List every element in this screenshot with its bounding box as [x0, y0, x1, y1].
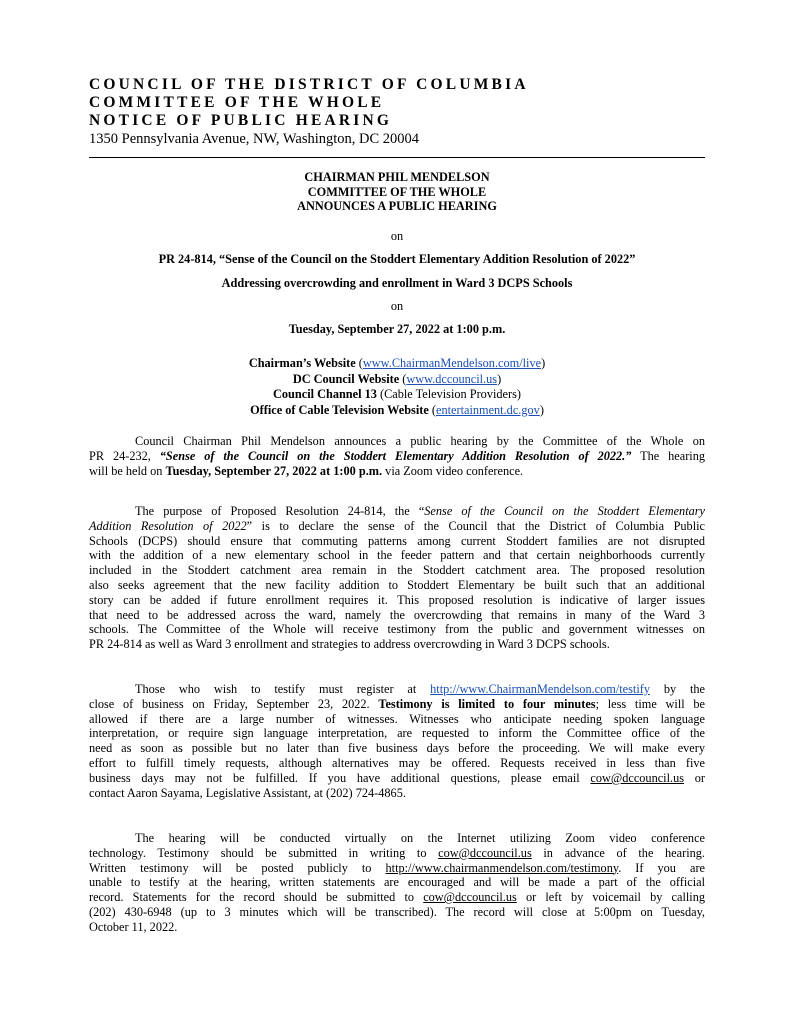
- viewing-channels: [89, 356, 705, 418]
- announcement-heading: [89, 170, 705, 214]
- p4-text: . If you are: [618, 860, 705, 875]
- p3-line: need as soon as possible but no later than five business days before the proceeding. We will make every: [89, 741, 705, 756]
- p3-time-limit: Testimony is limited to four minutes: [378, 696, 596, 711]
- p1-text: via Zoom video conference.: [382, 463, 524, 478]
- chairman-website-label: Chairman’s Website: [248, 356, 356, 370]
- resolution-title: PR 24-814, “Sense of the Council on the Stoddert Elementary Addition Resolution of 2022”: [158, 252, 636, 266]
- p1-text: will be held on: [89, 463, 166, 478]
- paragraph-virtual-hearing: [89, 831, 705, 935]
- p2-line: that need to be addressed across the ward, namely the overcrowding that remains in many of the Ward 3: [89, 607, 705, 622]
- cable-website-line: Office of Cable Television Website (entertainment.dc.gov): [250, 402, 544, 417]
- cow-email-link[interactable]: cow@dccouncil.us: [590, 770, 685, 785]
- testify-registration-link[interactable]: http://www.ChairmanMendelson.com/testify: [430, 682, 650, 696]
- p4-line: [89, 890, 705, 905]
- paragraph-announcement: [89, 434, 705, 478]
- p3-text: ; less time will be: [595, 696, 705, 711]
- council-channel-label: Council Channel 13: [273, 387, 377, 401]
- p2-resolution-name: Addition Resolution of 2022: [89, 518, 247, 533]
- chairman-website-link[interactable]: www.ChairmanMendelson.com/live: [362, 356, 542, 370]
- p3-line: [89, 697, 705, 712]
- p3-line: interpretation, or require sign language interpretation, are requested to inform the Committee office of the: [89, 726, 705, 741]
- p2-text: ” is to declare the sense of the Council that the District of Columbia Public: [246, 518, 705, 533]
- p1-line: [89, 449, 705, 464]
- chairman-website-line: Chairman’s Website (www.ChairmanMendelson.com/live): [248, 356, 546, 370]
- announce-committee: COMMITTEE OF THE WHOLE: [307, 184, 487, 199]
- p3-line: allowed if there are a large number of witnesses. Witnesses who anticipate needing spoken language: [89, 711, 705, 726]
- p3-line: [89, 771, 705, 786]
- p1-text: The hearing: [631, 448, 706, 463]
- p2-line: Schools (DCPS) should ensure that commuting patterns among current Stoddert families are not disrupted: [89, 533, 705, 548]
- announce-chairman: CHAIRMAN PHIL MENDELSON: [304, 170, 490, 184]
- cow-email-link[interactable]: cow@dccouncil.us: [438, 845, 532, 860]
- letterhead: [89, 76, 709, 148]
- council-channel-line: [89, 387, 705, 403]
- p1-resolution-name: “Sense of the Council on the Stoddert Elementary Addition Resolution of 2022.”: [159, 448, 632, 463]
- hearing-date: Tuesday, September 27, 2022 at 1:00 p.m.: [288, 322, 506, 336]
- p2-line: story can be added if future enrollment requires it. This proposed resolution is indicative of larger issues: [89, 592, 705, 607]
- p4-line: October 11, 2022.: [89, 919, 178, 934]
- p1-line: [89, 464, 705, 479]
- p1-text: PR 24-232,: [89, 448, 160, 463]
- p4-text: in advance of the hearing.: [531, 845, 705, 860]
- paragraph-testify: [89, 682, 705, 800]
- resolution-subtitle: Addressing overcrowding and enrollment in Ward 3 DCPS Schools: [221, 276, 573, 290]
- council-website-line: DC Council Website (www.dccouncil.us): [292, 371, 502, 386]
- p4-line: [89, 861, 705, 876]
- p3-text: or: [684, 770, 705, 785]
- p2-line: [89, 519, 705, 534]
- p3-text: close of business on Friday, September 23, 2022.: [89, 696, 379, 711]
- letterhead-notice: NOTICE OF PUBLIC HEARING: [89, 112, 393, 129]
- paragraph-purpose: [89, 504, 705, 652]
- p4-line: [89, 846, 705, 861]
- council-website-link[interactable]: www.dccouncil.us: [406, 371, 498, 386]
- p2-text: The purpose of Proposed Resolution 24-814, the “: [135, 504, 425, 518]
- p3-text: business days may not be fulfilled. If you have additional questions, please email: [89, 770, 591, 785]
- p4-line: (202) 430-6948 (up to 3 minutes which will be transcribed). The record will close at 5:00pm on Tuesday,: [89, 904, 705, 919]
- p1-date: Tuesday, September 27, 2022 at 1:00 p.m.: [165, 463, 383, 478]
- announce-hearing: ANNOUNCES A PUBLIC HEARING: [297, 199, 497, 213]
- p2-line: PR 24-814 as well as Ward 3 enrollment and strategies to address overcrowding in Ward 3 DCPS schools.: [89, 637, 610, 652]
- p4-line: unable to testify at the hearing, written statements are encouraged and will be made a part of the official: [89, 875, 705, 890]
- p3-text: by the: [650, 682, 705, 696]
- p4-text: or left by voicemail by calling: [516, 890, 705, 905]
- p4-text: Written testimony will be posted publicly to: [89, 860, 386, 875]
- testimony-link[interactable]: http://www.chairmanmendelson.com/testimony: [385, 860, 619, 875]
- council-channel-note: (Cable Television Providers): [379, 387, 521, 401]
- letterhead-divider: [89, 157, 705, 158]
- p2-line: with the addition of a new elementary school in the feeder pattern and that certain neighborhoods currently: [89, 548, 705, 563]
- p3-line: [89, 682, 705, 697]
- cow-email-link[interactable]: cow@dccouncil.us: [423, 890, 517, 905]
- p1-line: Council Chairman Phil Mendelson announces a public hearing by the Committee of the Whole on: [135, 434, 705, 448]
- on-label: on: [390, 229, 404, 243]
- p2-line: [89, 504, 705, 519]
- p3-line: effort to fulfill timely requests, although alternatives may be offered. Requests received in less than five: [89, 755, 705, 770]
- p2-line: schools. The Committee of the Whole will receive testimony from the public and government witnesses on: [89, 622, 705, 637]
- cable-website-label: Office of Cable Television Website: [250, 402, 429, 417]
- letterhead-address: 1350 Pennsylvania Avenue, NW, Washington, DC 20004: [89, 131, 420, 147]
- p2-line: included in the Stoddert catchment area remain in the Stoddert catchment area. The proposed resolution: [89, 563, 705, 578]
- p4-line: The hearing will be conducted virtually on the Internet utilizing Zoom video conference: [135, 831, 705, 845]
- letterhead-council: COUNCIL OF THE DISTRICT OF COLUMBIA: [89, 76, 529, 93]
- p3-line: contact Aaron Sayama, Legislative Assistant, at (202) 724-4865.: [89, 785, 406, 800]
- p2-line: also seeks agreement that the new facility addition to Stoddert Elementary be built such that an additional: [89, 577, 705, 592]
- on-label-2: on: [390, 299, 404, 313]
- p4-text: technology. Testimony should be submitted in writing to: [89, 845, 439, 860]
- cable-website-link[interactable]: entertainment.dc.gov: [436, 402, 540, 417]
- p3-text: Those who wish to testify must register at: [135, 682, 431, 696]
- p2-resolution-name: Sense of the Council on the Stoddert Elementary: [424, 504, 706, 518]
- council-website-label: DC Council Website: [292, 371, 400, 386]
- letterhead-committee: COMMITTEE OF THE WHOLE: [89, 94, 385, 111]
- p4-text: record. Statements for the record should be submitted to: [89, 890, 424, 905]
